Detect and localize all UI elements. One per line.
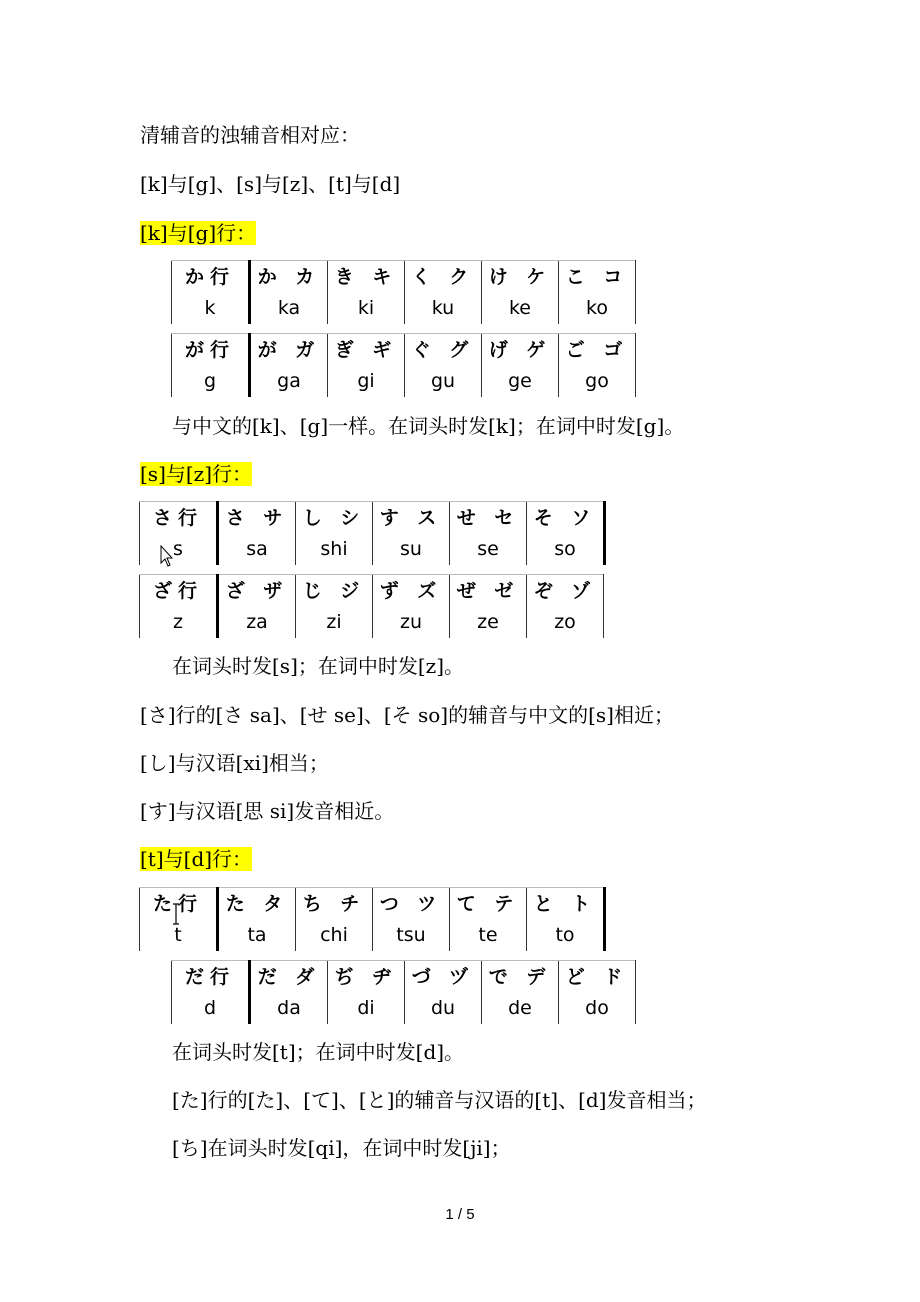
romaji-text: z: [173, 610, 183, 633]
romaji-text: s: [173, 537, 183, 560]
kana-cell: [250, 334, 328, 398]
kana-cell: [482, 261, 559, 325]
romaji-text: du: [430, 996, 456, 1019]
romaji-text: ze: [477, 610, 499, 633]
heading-sz: [140, 460, 252, 488]
kana-text: ざ行: [152, 579, 203, 602]
kana-text: か カ: [257, 265, 321, 288]
row-header-cell: [140, 575, 218, 639]
heading-sz-text: [s]与[z]行：: [140, 462, 253, 486]
note-sz: 在词头时发[s]；在词中时发[z]。: [172, 654, 465, 678]
romaji-text: ke: [508, 296, 531, 319]
kana-text: だ ダ: [257, 965, 321, 988]
kana-cell: [328, 261, 405, 325]
romaji-text: gu: [430, 369, 456, 392]
intro-line: 清辅音的浊辅音相对应：: [140, 123, 360, 147]
note-td: 在词头时发[t]；在词中时发[d]。: [172, 1040, 465, 1064]
kana-text: さ行: [152, 506, 203, 529]
kana-text: た行: [152, 892, 203, 915]
kana-text: ざ ザ: [225, 579, 289, 602]
kana-cell: [559, 334, 636, 398]
kana-text: で デ: [488, 965, 552, 988]
row-header-cell: [140, 502, 218, 566]
romaji-text: t: [174, 923, 182, 946]
romaji-text: so: [554, 537, 576, 560]
kana-text: ぐ グ: [411, 338, 475, 361]
kana-cell: [250, 261, 328, 325]
pairs-line: [k]与[g]、[s]与[z]、[t]与[d]: [140, 172, 401, 196]
table-t-row: [139, 887, 606, 951]
heading-td: [140, 845, 252, 873]
heading-kg: [140, 219, 256, 247]
kana-cell: [405, 961, 482, 1025]
kana-cell: [405, 261, 482, 325]
row-header-cell: [172, 261, 250, 325]
romaji-text: k: [204, 296, 216, 319]
heading-kg-text: [k]与[g]行：: [140, 221, 257, 245]
kana-cell: [328, 961, 405, 1025]
romaji-text: da: [277, 996, 301, 1019]
kana-cell: [482, 334, 559, 398]
sz-detail-3: [す]与汉语[思 si]发音相近。: [140, 799, 395, 823]
kana-text: か行: [184, 265, 235, 288]
romaji-text: gi: [357, 369, 375, 392]
kana-text: げ ゲ: [488, 338, 552, 361]
kana-cell: [482, 961, 559, 1025]
kana-text: ぞ ゾ: [533, 579, 597, 602]
romaji-text: tsu: [396, 923, 426, 946]
kana-text: ち チ: [302, 892, 366, 915]
kana-cell: [450, 888, 527, 952]
row-header-cell: [172, 961, 250, 1025]
kana-cell: [373, 888, 450, 952]
romaji-text: d: [203, 996, 217, 1019]
kana-text: こ コ: [565, 265, 629, 288]
table-k-row: [171, 260, 636, 324]
romaji-text: te: [478, 923, 498, 946]
romaji-text: ko: [586, 296, 608, 319]
romaji-text: zo: [554, 610, 576, 633]
romaji-text: ge: [508, 369, 532, 392]
row-header-cell: [172, 334, 250, 398]
romaji-text: ki: [357, 296, 375, 319]
kana-text: す ス: [379, 506, 443, 529]
table-s-row: [139, 501, 606, 565]
kana-text: ぜ ゼ: [456, 579, 520, 602]
td-detail-1: [た]行的[た]、[て]、[と]的辅音与汉语的[t]、[d]发音相当；: [172, 1088, 707, 1112]
kana-text: が行: [184, 338, 235, 361]
kana-cell: [328, 334, 405, 398]
kana-cell: [559, 261, 636, 325]
romaji-text: ka: [277, 296, 301, 319]
kana-cell: [250, 961, 328, 1025]
kana-cell: [373, 575, 450, 639]
kana-cell: [218, 502, 296, 566]
kana-cell: [559, 961, 636, 1025]
text-cursor-icon: [171, 903, 181, 925]
romaji-text: ta: [247, 923, 267, 946]
heading-td-text: [t]与[d]行：: [140, 847, 253, 871]
romaji-text: chi: [320, 923, 348, 946]
kana-text: し シ: [302, 506, 366, 529]
kana-text: た タ: [225, 892, 289, 915]
table-z-row: [139, 574, 604, 638]
mouse-cursor-icon: [160, 545, 176, 569]
kana-text: と ト: [533, 892, 597, 915]
kana-cell: [296, 502, 373, 566]
romaji-text: sa: [246, 537, 268, 560]
kana-text: ぎ ギ: [334, 338, 398, 361]
kana-text: ど ド: [565, 965, 629, 988]
romaji-text: di: [357, 996, 375, 1019]
kana-text: ぢ ヂ: [334, 965, 398, 988]
table-d-row: [171, 960, 636, 1024]
kana-cell: [373, 502, 450, 566]
kana-text: さ サ: [225, 506, 289, 529]
kana-text: ず ズ: [379, 579, 443, 602]
kana-text: づ ヅ: [411, 965, 475, 988]
kana-cell: [218, 888, 296, 952]
td-detail-2: [ち]在词头时发[qi]，在词中时发[ji]；: [172, 1136, 511, 1160]
kana-text: つ ツ: [379, 892, 443, 915]
romaji-text: to: [555, 923, 575, 946]
romaji-text: g: [203, 369, 217, 392]
romaji-text: shi: [320, 537, 348, 560]
kana-text: そ ソ: [533, 506, 597, 529]
kana-text: く ク: [411, 265, 475, 288]
kana-text: ご ゴ: [565, 338, 629, 361]
kana-cell: [527, 575, 604, 639]
romaji-text: do: [585, 996, 609, 1019]
kana-cell: [296, 575, 373, 639]
kana-cell: [450, 502, 527, 566]
romaji-text: zu: [399, 610, 422, 633]
romaji-text: ku: [431, 296, 455, 319]
romaji-text: zi: [326, 610, 342, 633]
kana-cell: [527, 502, 605, 566]
romaji-text: su: [400, 537, 422, 560]
romaji-text: go: [585, 369, 609, 392]
romaji-text: ga: [277, 369, 301, 392]
kana-cell: [218, 575, 296, 639]
kana-text: だ行: [184, 965, 235, 988]
kana-text: き キ: [334, 265, 398, 288]
note-kg: 与中文的[k]、[g]一样。在词头时发[k]；在词中时发[g]。: [172, 414, 685, 438]
kana-text: じ ジ: [302, 579, 366, 602]
kana-cell: [527, 888, 605, 952]
kana-text: せ セ: [456, 506, 520, 529]
page-number: 1 / 5: [445, 1206, 475, 1223]
romaji-text: se: [477, 537, 499, 560]
kana-cell: [296, 888, 373, 952]
sz-detail-1: [さ]行的[さ sa]、[せ se]、[そ so]的辅音与中文的[s]相近；: [140, 703, 674, 727]
kana-cell: [405, 334, 482, 398]
kana-text: が ガ: [257, 338, 321, 361]
kana-text: て テ: [456, 892, 520, 915]
kana-cell: [450, 575, 527, 639]
table-g-row: [171, 333, 636, 397]
romaji-text: de: [508, 996, 532, 1019]
romaji-text: za: [246, 610, 268, 633]
kana-text: け ケ: [488, 265, 552, 288]
sz-detail-2: [し]与汉语[xi]相当；: [140, 751, 329, 775]
